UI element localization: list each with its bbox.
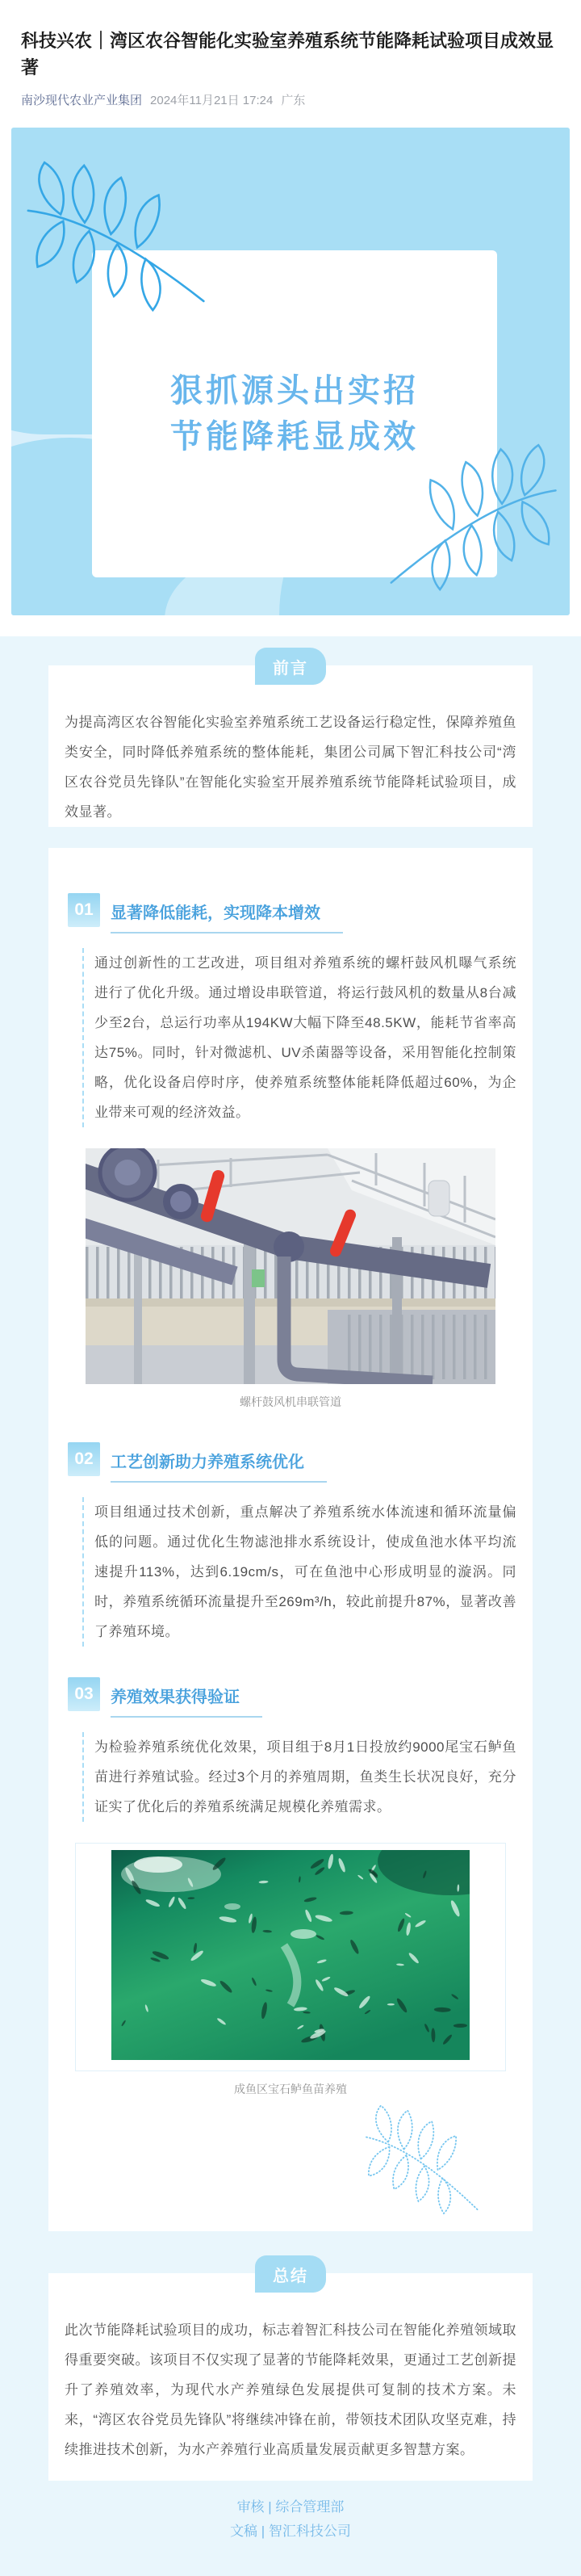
publish-date: 2024年11月21日 17:24 [150, 94, 274, 107]
account-name-link[interactable]: 南沙现代农业产业集团 [21, 94, 143, 107]
article-header [0, 0, 581, 108]
summary-badge: 总结 [255, 2255, 326, 2293]
section-02-header [68, 1442, 520, 1483]
section-02-title: 工艺创新助力养殖系统优化 [111, 1442, 327, 1483]
photo-caption: 成鱼区宝石鲈鱼苗养殖 [234, 2083, 347, 2096]
section-03-body: 为检验养殖系统优化效果，项目组于8月1日投放约9000尾宝石鲈鱼苗进行养殖试验。经过3个月的养殖周期，鱼类生长状况良好，充分证实了优化后的养殖系统满足规模化养殖需求。 [82, 1732, 516, 1822]
banner-illustration [11, 128, 570, 615]
byline [21, 91, 560, 108]
credits-footer [48, 2481, 533, 2576]
blower-pipes-photo[interactable] [86, 1148, 495, 1384]
credit-reviewer: 审核 | 综合管理部 [236, 2499, 345, 2515]
foreword-badge: 前言 [255, 648, 326, 685]
section-01-number-badge: 01 [68, 893, 100, 927]
section-03-header [68, 1677, 520, 1718]
section-01-title: 显著降低能耗，实现降本增效 [111, 893, 343, 933]
banner-slogan-line1: 狠抓源头出实招 [170, 372, 419, 409]
summary-text: 此次节能降耗试验项目的成功，标志着智汇科技公司在智能化养殖领域取得重要突破。该项目不仅实现了显著的节能降耗效果，更通过工艺创新提升了养殖效率，为现代水产养殖绿色发展提供可复制的技术方案。未来，“湾区农谷党员先锋队”将继续冲锋在前，带领技术团队攻坚克难，持续推进技术创新，为水产养殖行业高质量发展贡献更多智慧方案。 [65, 2322, 516, 2457]
foreword-text: 为提高湾区农谷智能化实验室养殖系统工艺设备运行稳定性，保障养殖鱼类安全，同时降低养殖系统的整体能耗，集团公司属下智汇科技公司“湾区农谷党员先锋队”在智能化实验室开展养殖系统节能降耗试验项目，成效显著。 [65, 715, 516, 820]
section-03-title: 养殖效果获得验证 [111, 1677, 262, 1718]
section-03-number-badge: 03 [68, 1677, 100, 1711]
photo-caption: 螺杆鼓风机串联管道 [240, 1395, 341, 1408]
section-01-body: 通过创新性的工艺改进，项目组对养殖系统的螺杆鼓风机曝气系统进行了优化升级。通过增设串联管道，将运行鼓风机的数量从8台减少至2台，总运行功率从194KW大幅下降至48.5KW，能耗节省率高达75%。同时，针对微滤机、UV杀菌器等设备，采用智能化控制策略，优化设备启停时序，使养殖系统整体能耗降低超过60%，为企业带来可观的经济效益。 [82, 948, 516, 1127]
foreword-card [48, 659, 533, 827]
leaf-branch-icon [15, 141, 215, 337]
page-title: 科技兴农｜湾区农谷智能化实验室养殖系统节能降耗试验项目成效显著 [21, 31, 554, 78]
banner-slogan-line2: 节能降耗显成效 [170, 418, 419, 455]
credit-author: 文稿 | 智汇科技公司 [230, 2524, 351, 2539]
section-01-header [68, 893, 520, 933]
section-02-body: 项目组通过技术创新，重点解决了养殖系统水体流速和循环流量偏低的问题。通过优化生物滤池排水系统设计，使成鱼池水体平均流速提升113%，达到6.19cm/s，可在鱼池中心形成明显的漩涡。同时，养殖系统循环流量提升至269m³/h，较此前提升87%，显著改善了养殖环境。 [82, 1497, 516, 1647]
publish-location: 广东 [281, 94, 306, 107]
summary-card [48, 2267, 533, 2481]
content-section [0, 636, 581, 2576]
leaf-branch-icon [383, 428, 564, 613]
section-02-number-badge: 02 [68, 1442, 100, 1476]
dotted-leaf-icon [345, 2102, 502, 2223]
main-article-card [48, 848, 533, 2231]
fish-pond-photo[interactable] [75, 1843, 506, 2071]
